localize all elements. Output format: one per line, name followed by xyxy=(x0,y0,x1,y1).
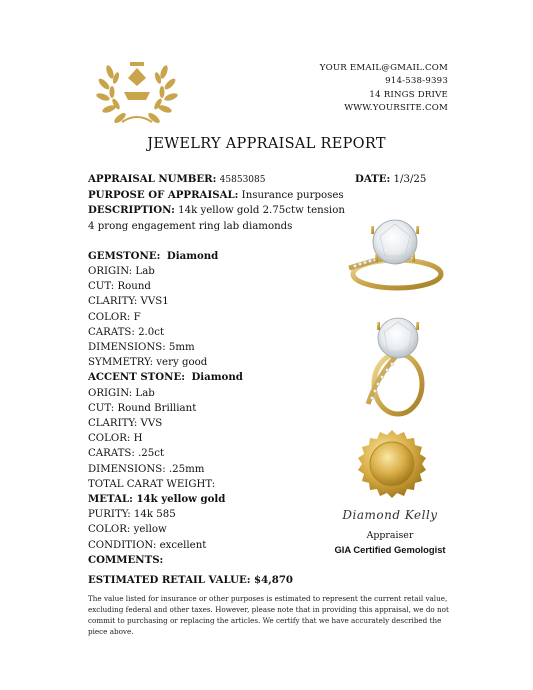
date-value: 1/3/25 xyxy=(393,174,427,185)
metal-purity: PURITY: 14k 585 xyxy=(88,509,176,521)
metal-color: COLOR: yellow xyxy=(88,524,167,536)
metal-condition: CONDITION: excellent xyxy=(88,539,207,551)
gemstone-symmetry: SYMMETRY: very good xyxy=(88,357,208,369)
contact-email[interactable]: YOUR EMAIL@GMAIL.COM xyxy=(319,63,448,73)
description-label: DESCRIPTION: xyxy=(88,204,175,217)
appraisal-fields xyxy=(88,172,348,568)
description-value-line1: 14k yellow gold 2.75ctw tension xyxy=(178,205,345,217)
contact-website[interactable]: WWW.YOURSITE.COM xyxy=(344,103,448,114)
gemstone-cut: CUT: Round xyxy=(88,281,151,293)
date-label: DATE: xyxy=(355,173,391,185)
appraisal-number-label: APPRAISAL NUMBER: xyxy=(88,173,217,185)
accent-origin: ORIGIN: Lab xyxy=(88,387,155,399)
gemstone-carats: CARATS: 2.0ct xyxy=(88,326,165,338)
date-field xyxy=(355,172,426,187)
accent-carats: CARATS: .25ct xyxy=(88,448,165,460)
appraisal-number-value: 45853085 xyxy=(219,175,266,185)
accent-dimensions: DIMENSIONS: .25mm xyxy=(88,463,205,475)
contact-block xyxy=(320,62,448,116)
appraiser-label: Appraiser xyxy=(366,530,414,541)
ring-image-icon xyxy=(350,312,440,417)
gold-seal-icon xyxy=(358,430,426,498)
purpose-label: PURPOSE OF APPRAISAL: xyxy=(88,189,239,202)
signature-block xyxy=(330,508,450,555)
laurel-wreath-logo-icon xyxy=(92,52,182,132)
accent-color: COLOR: H xyxy=(88,433,143,445)
ring-image-icon xyxy=(335,212,445,297)
gemstone-dimensions: DIMENSIONS: 5mm xyxy=(88,342,195,354)
gemstone-color: COLOR: F xyxy=(88,311,141,323)
gemstone-origin: ORIGIN: Lab xyxy=(88,266,155,278)
estimated-retail-value: ESTIMATED RETAIL VALUE: $4,870 xyxy=(88,574,294,586)
gemstone-clarity: CLARITY: VVS1 xyxy=(88,296,169,308)
accent-heading-value: Diamond xyxy=(191,371,243,384)
page-title: JEWELRY APPRAISAL REPORT xyxy=(147,136,386,152)
gia-credential: GIA Certified Gemologist xyxy=(334,544,446,555)
contact-address: 14 RINGS DRIVE xyxy=(369,89,448,100)
gemstone-heading: GEMSTONE: xyxy=(88,249,161,262)
comments-label: COMMENTS: xyxy=(88,553,164,566)
accent-clarity: CLARITY: VVS xyxy=(88,418,163,430)
signature: Diamond Kelly xyxy=(342,508,438,522)
contact-phone: 914-538-9393 xyxy=(385,76,448,87)
description-value-line2: 4 prong engagement ring lab diamonds xyxy=(88,220,293,232)
gemstone-heading-value: Diamond xyxy=(166,249,219,262)
metal-heading: METAL: 14k yellow gold xyxy=(88,493,226,506)
accent-heading: ACCENT STONE: xyxy=(88,371,185,384)
accent-cut: CUT: Round Brilliant xyxy=(88,402,197,414)
disclaimer-text: The value listed for insurance or other purposes is estimated to represent the current retail value, excluding federal and other taxes. However, please note that in providing this appraisal, we do not commit to purchasing or replacing the articles. We certify that we have accurately described the piece above. xyxy=(88,594,449,636)
accent-total-weight: TOTAL CARAT WEIGHT: xyxy=(88,478,216,490)
purpose-value: Insurance purposes xyxy=(241,190,344,202)
